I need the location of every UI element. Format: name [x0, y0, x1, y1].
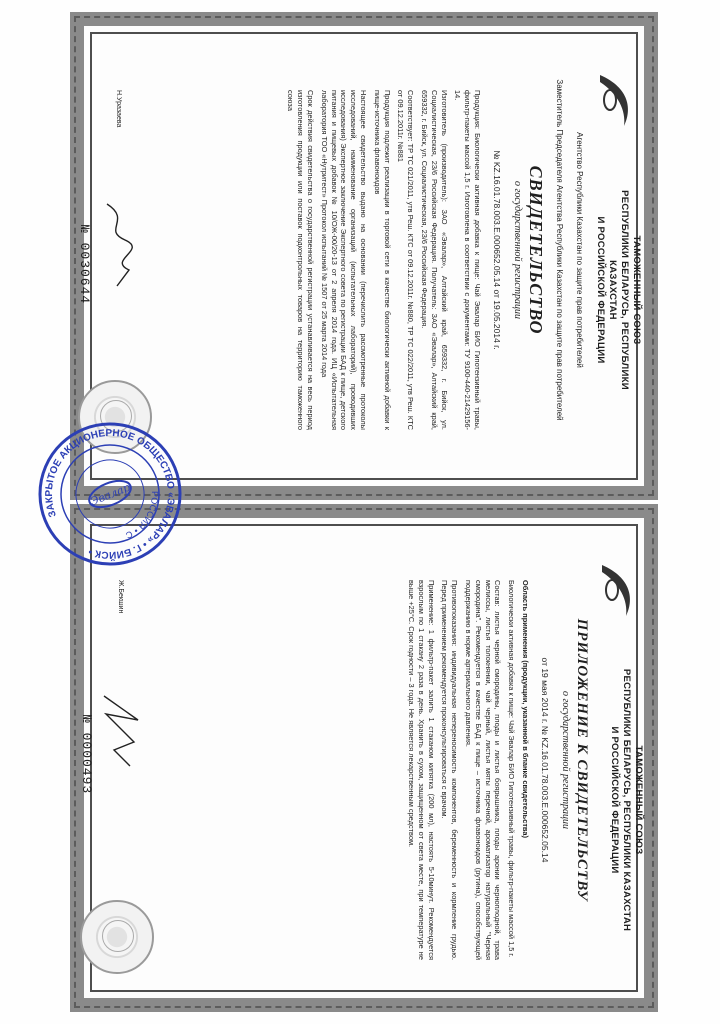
stamp-logo-text: Эвалар — [88, 480, 133, 509]
stamp-inner-text: РОССИЯ • С — [124, 491, 161, 541]
compliance-text: Соответствует: ТР ТС 021/2011, утв Реш. КТС от 09.12.2011г. №880, ТР ТС 022/2011, утв Реш. КТС от 09.12.2011г. №881 — [396, 90, 416, 430]
composition-text: Состав: листья черной смородины, плоды и листья боярышника, плоды аронии черноплодной, трава мелиссы, листья толокнянки, чай черный, листья мяты перечной, ароматизатор натуральный "Черная смородина". Рекомендуется в качестве БАД к пище – источника флавоноидов (рутина), способствующей поддержанию в норме артериального давления. — [464, 580, 503, 960]
scope-text: Биологически активная добавка к пище: Чай Эвалар БИО Гипотензивный травы, фильтр-пакеты массой 1,5 г. — [507, 580, 517, 958]
manufacturer-text: Изготовитель (производитель): ЗАО «Эвалар», Алтайский край, 659332, г. Бийск, ул. Социалистическая, 23/6 Российская Федерация. Получатель: ЗАО «Эвалар», Алтайский край, 659332, г. Бийск, ул. Социалистическая, 23/6 Российская Федерация. — [420, 90, 449, 430]
agency-name: Агентство Республики Казахстан по защите прав потребителей — [575, 132, 584, 368]
stamp-ring-text: ЗАКРЫТОЕ АКЦИОНЕРНОЕ ОБЩЕСТВО «ЭВАЛАР» • Г. БИЙСК • — [43, 427, 177, 561]
appendix-content — [70, 540, 650, 980]
usage-text: Применение: 1 фильтр-пакет залить 1 стаканом кипятка (200 мл), настоять 5-10минут. Рекомендуется взрослым по 1 стакану 2 раза в день. Хранить в сухом, защищенном от света месте, при температуре не выше +25°С. Срок годности – 3 года. Не является лекарственным средством. — [407, 580, 436, 960]
customs-union-header: ТАМОЖЕННЫЙ СОЮЗ РЕСПУБЛИКИ БЕЛАРУСЬ, РЕСПУБЛИКИ КАЗАХСТАН И РОССИЙСКОЙ ФЕДЕРАЦИИ — [609, 668, 644, 932]
certificate-content — [68, 50, 648, 450]
validity-text: Срок действия свидетельства о государственной регистрации устанавливается на весь период изготовления продукции или поставок подконтрольных товаров на территорию таможенного союза — [286, 90, 316, 430]
signer-name: Н.Уразаева — [115, 90, 122, 128]
certificate-number: № KZ.16.01.78.003.Е.000652.05.14 от 19.05.2014 г. — [492, 150, 502, 350]
customs-union-emblem-icon — [596, 560, 638, 620]
certificate-title: СВИДЕТЕЛЬСТВО — [526, 165, 546, 335]
certificate-body — [286, 90, 482, 430]
basis-text: Настоящее свидетельство выдано на основании (перечислить рассмотренные протоколы исследований, наименование организаций (испытательных лабораторий), проводивших исследования) Экспертное заключение Экспертного совета по регистрации БАД к пище, детского питания и пищевых добавок № 10/ОЖ-00/20-13 от 2 апреля 2014 года. ИЦ «Испытательная лаборатория ТОО «Нутритест» Протокол испытаний № 1507 от 25 марта 2014 года — [319, 90, 369, 430]
contraindications-text: Противопоказания: индивидуальная непереносимость компонентов, беременность и кормление грудью. Перед применением рекомендуется проконсультироваться с врачом. — [440, 580, 460, 960]
customs-union-emblem-icon — [594, 70, 636, 130]
appendix-sheet — [0, 500, 720, 1024]
signature-icon — [98, 690, 144, 770]
official-seal-icon — [80, 900, 154, 974]
appendix-date-number: от 19 мая 2014 г. № KZ.16.01.78.003.Е.000652.05.14 — [540, 657, 550, 863]
signer-name: Ж.Бекшин — [117, 580, 124, 614]
appendix-serial: № 0000493 — [79, 715, 94, 795]
appendix-subtitle: о государственной регистрации — [560, 690, 571, 830]
appendix-title: ПРИЛОЖЕНИЕ К СВИДЕТЕЛЬСТВУ — [574, 618, 590, 902]
customs-union-header: ТАМОЖЕННЫЙ СОЮЗ РЕСПУБЛИКИ БЕЛАРУСЬ, РЕСПУБЛИКИ КАЗАХСТАН И РОССИЙСКОЙ ФЕДЕРАЦИИ — [595, 190, 642, 390]
appendix-body — [406, 580, 530, 960]
product-text: Продукция: Биологически активная добавка к пище: Чай Эвалар БИО Гипотензивный травы, фильтр-пакеты массой 1,5 г. Изготовлена в соответствии с документами: ТУ 9100-440-21429156-14. — [453, 90, 482, 430]
registry-text: Продукция подлежит реализации в торговой сети в качестве биологически активной добавки к пище-источника флавоноидов — [372, 90, 392, 430]
certificate-serial: № 0030644 — [77, 225, 92, 305]
signature-icon — [97, 200, 137, 290]
certificate-subtitle: о государственной регистрации — [512, 180, 523, 320]
scope-heading: Область применения (продукции, указанной в бланке свидетельства) — [521, 580, 530, 838]
deputy-title: Заместитель Председателя Агентства Республики Казахстан по защите прав потребителей — [555, 79, 564, 421]
